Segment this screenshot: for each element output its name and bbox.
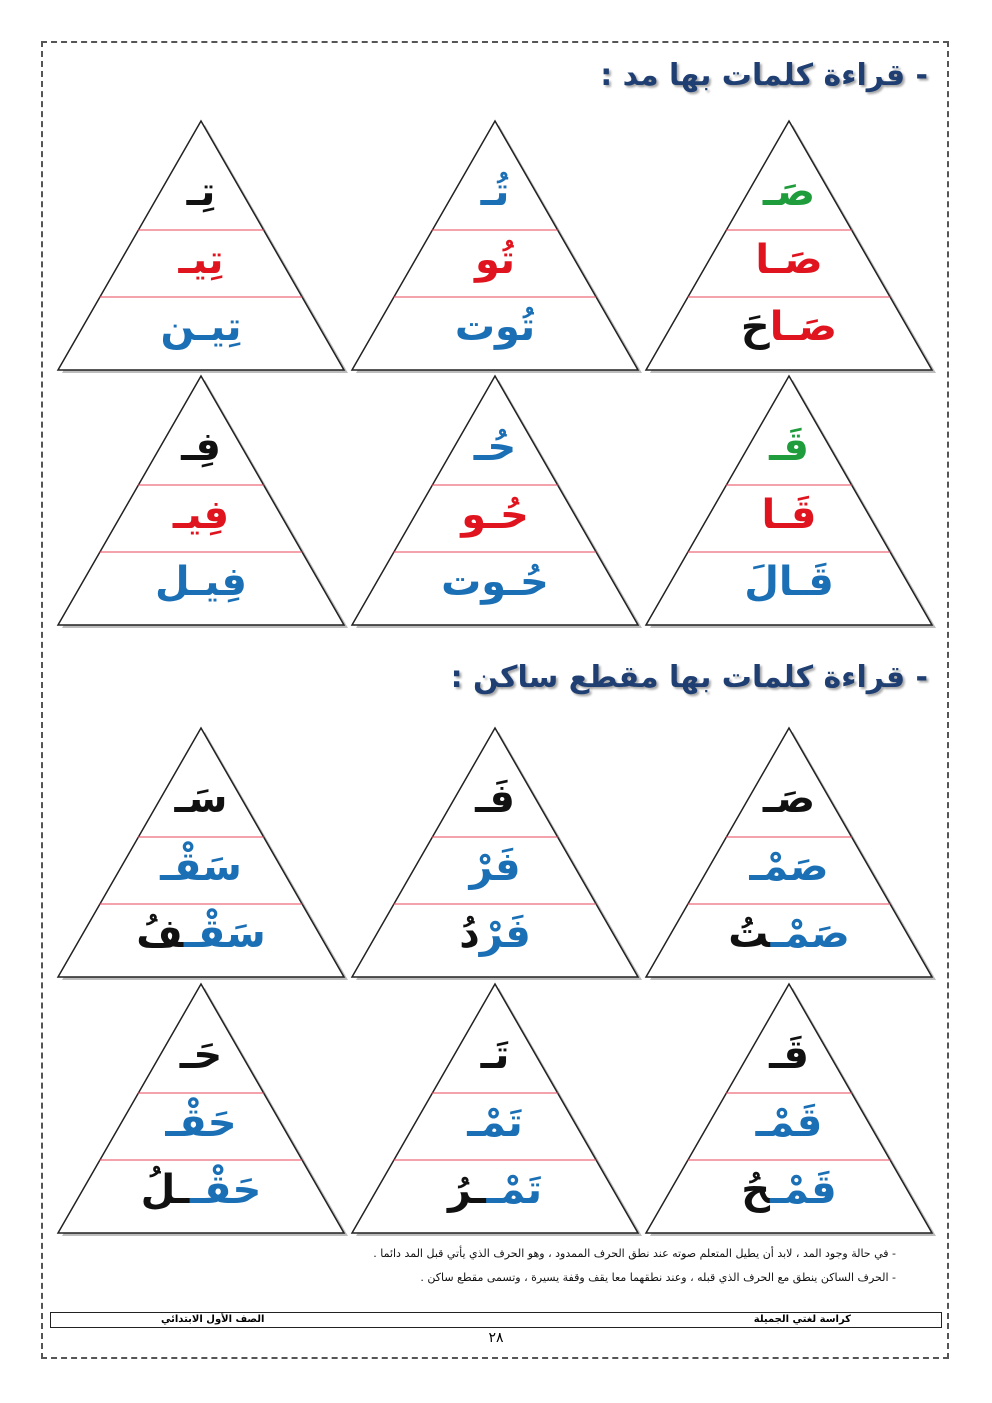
pyramid-word-2 [58,1099,344,1147]
word-segment: فَرْ [469,844,521,890]
word-segment: صَـ [762,169,816,215]
pyramid-word-1 [58,1031,344,1079]
pyramid-9 [58,727,344,977]
pyramid-word-1 [352,775,638,823]
pyramid-word-2 [352,491,638,539]
pyramid-word-3 [58,1166,344,1214]
pyramid-word-3 [352,558,638,606]
pyramid-word-2 [352,843,638,891]
page-number: ٢٨ [488,1330,504,1346]
pyramid-2 [352,120,638,370]
note-long-vowel: - في حالة وجود المد ، لابد أن يطيل المتعلم صوته عند نطق الحرف الممدود ، وهو الحرف الذي يأتي قبل المد دائما . [373,1247,896,1260]
pyramid-word-1 [646,1031,932,1079]
word-segment: تُـ [480,169,510,215]
word-segment: تُ [728,911,771,957]
word-segment: ـلُ [140,1167,191,1213]
word-segment: تِـ [186,169,216,215]
word-segment: قَـالَ [744,559,834,605]
word-segment: فِيـ [172,492,230,538]
pyramid-word-3 [646,1166,932,1214]
word-segment: حُـو [461,492,529,538]
pyramid-4 [646,375,932,625]
word-segment: تُوت [454,304,536,350]
word-segment: صَـا [769,304,838,350]
word-segment: فَـ [475,776,515,822]
word-segment: فَرْ [479,911,531,957]
word-segment: فِـ [181,424,221,470]
footer-book-title: كراسة لغتي الجميلة [753,1314,851,1325]
word-segment: دُ [459,911,480,957]
pyramid-1 [646,120,932,370]
pyramid-word-2 [58,491,344,539]
note-sukun: - الحرف الساكن ينطق مع الحرف الذي قبله ، وعند نطقهما معا يقف وقفة يسيرة ، وتسمى مقطع ساكن . [420,1271,896,1284]
pyramid-word-1 [58,423,344,471]
footer-grade: الصف الأول الابتدائي [161,1314,265,1325]
word-segment: قَـا [761,492,817,538]
pyramid-word-3 [646,558,932,606]
word-segment: سَقْـ [160,844,242,890]
pyramid-11 [352,983,638,1233]
word-segment: قَمْـ [755,1100,823,1146]
word-segment: قَـ [769,1032,809,1078]
pyramid-word-1 [352,168,638,216]
word-segment: سَـ [174,776,228,822]
pyramid-word-3 [646,910,932,958]
word-segment: حَ [740,304,770,350]
notes [76,1242,896,1290]
pyramid-word-2 [646,236,932,284]
word-segment: قَمْـ [770,1167,837,1213]
pyramid-word-2 [58,236,344,284]
pyramid-word-3 [646,303,932,351]
pyramid-word-1 [646,775,932,823]
word-segment: تِيـ [178,237,224,283]
word-segment: فِيـل [155,559,247,605]
pyramid-word-2 [646,491,932,539]
pyramid-word-1 [58,775,344,823]
pyramid-word-1 [352,1031,638,1079]
pyramid-12 [58,983,344,1233]
word-segment: قَـ [769,424,809,470]
word-segment: تَـ [480,1032,510,1078]
word-segment: سَقْـ [183,911,266,957]
pyramid-word-1 [58,168,344,216]
word-segment: حَقْـ [190,1167,262,1213]
pyramid-word-2 [352,1099,638,1147]
pyramid-3 [58,120,344,370]
word-segment: حُـوت [441,559,549,605]
pyramid-word-3 [352,303,638,351]
pyramid-word-1 [352,423,638,471]
word-segment: فُ [136,911,184,957]
word-segment: حُ [741,1167,771,1213]
word-segment: حَـ [179,1032,223,1078]
pyramid-6 [58,375,344,625]
heading-sukun: - قراءة كلمات بها مقطع ساكن : [450,660,928,695]
pyramid-5 [352,375,638,625]
heading-long-vowel: - قراءة كلمات بها مد : [600,58,928,93]
pyramid-word-2 [58,843,344,891]
pyramid-word-2 [646,1099,932,1147]
pyramid-8 [352,727,638,977]
word-segment: حُـ [473,424,517,470]
pyramid-10 [646,983,932,1233]
pyramid-word-2 [646,843,932,891]
word-segment: تِيـن [160,304,242,350]
pyramid-word-3 [352,1166,638,1214]
word-segment: صَـا [755,237,823,283]
pyramid-7 [646,727,932,977]
word-segment: صَمْـ [770,911,850,957]
pyramid-word-3 [58,303,344,351]
pyramid-word-3 [58,558,344,606]
word-segment: تَمْـ [467,1100,523,1146]
pyramid-word-3 [352,910,638,958]
word-segment: تُو [474,237,516,283]
word-segment: صَـ [762,776,816,822]
pyramid-word-3 [58,910,344,958]
pyramid-word-2 [352,236,638,284]
footer-bar [50,1312,942,1328]
word-segment: تَمْـ [486,1167,543,1213]
pyramid-word-1 [646,168,932,216]
word-segment: حَقْـ [165,1100,237,1146]
pyramid-word-1 [646,423,932,471]
word-segment: ـرُ [447,1167,487,1213]
word-segment: صَمْـ [749,844,829,890]
